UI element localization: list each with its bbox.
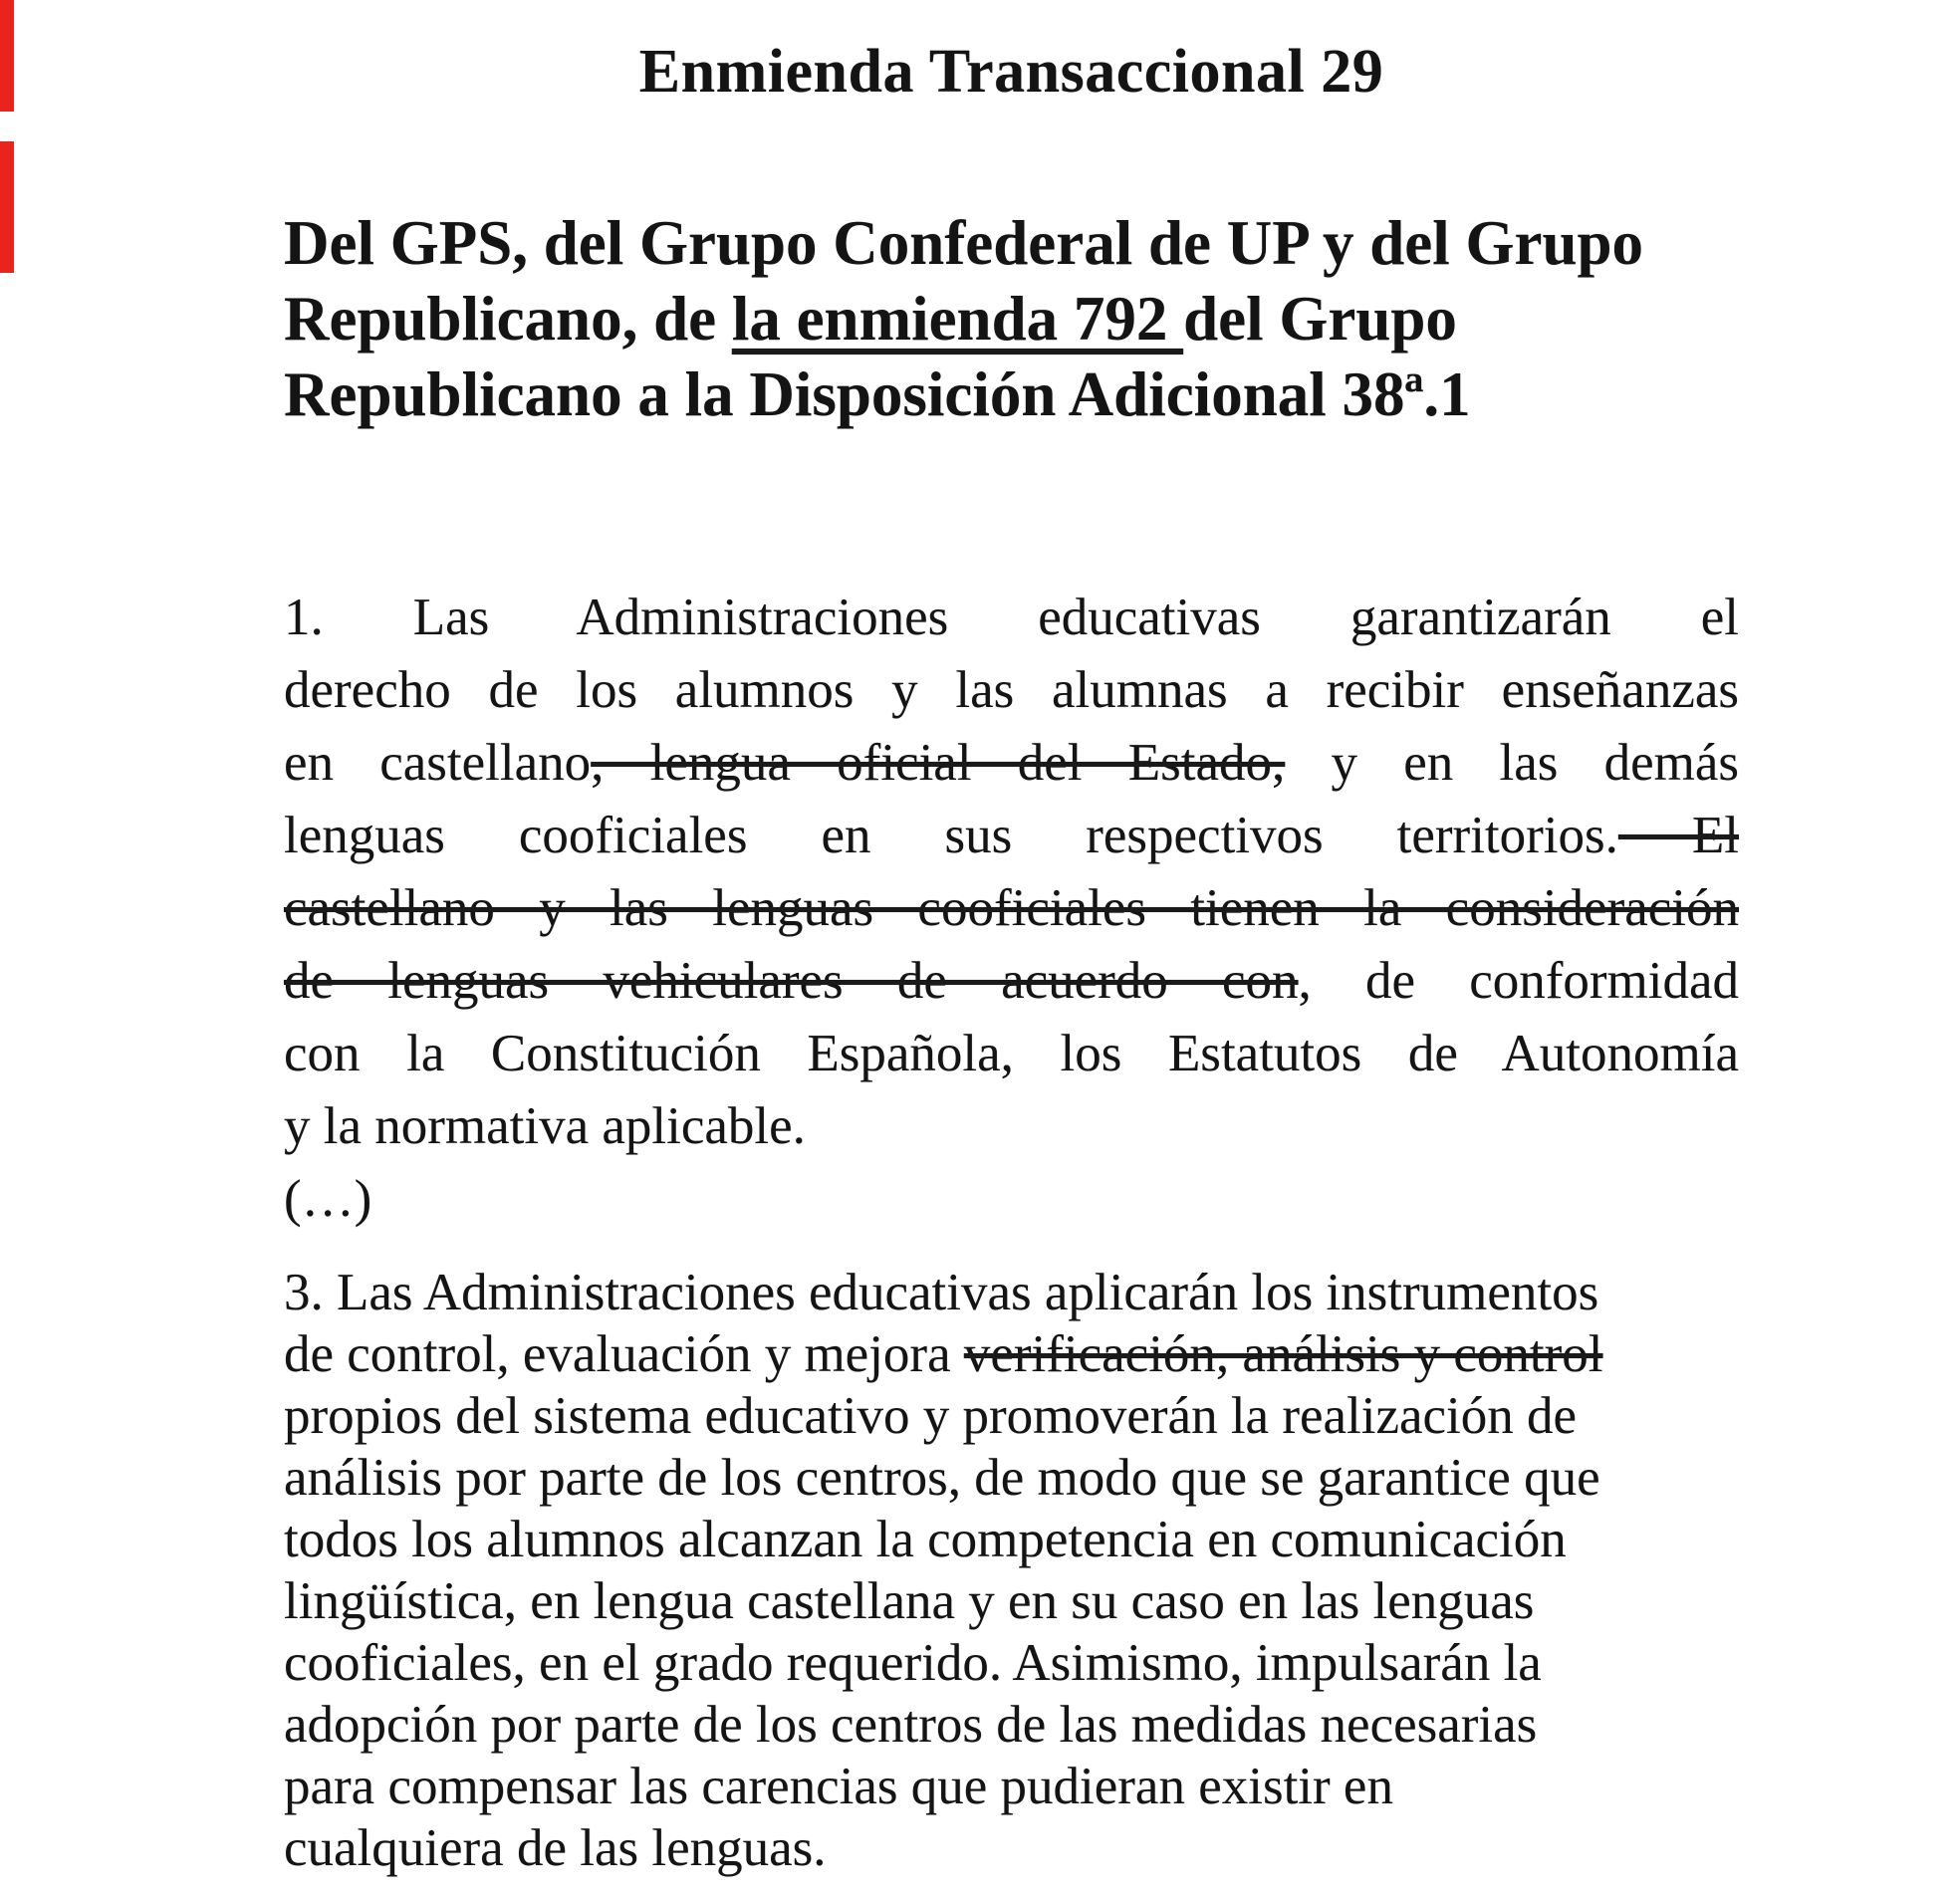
struck-text: verificación, análisis y control bbox=[963, 1325, 1603, 1383]
text-line bbox=[284, 1018, 1739, 1090]
paragraph-1 bbox=[284, 582, 1739, 1236]
text-line bbox=[284, 872, 1739, 945]
document-title: Enmienda Transaccional 29 bbox=[638, 38, 1384, 106]
text-line bbox=[284, 1090, 1739, 1163]
text-line bbox=[284, 727, 1739, 800]
text-segment: 3. Las Administraciones educativas aplicarán los instrumentos bbox=[284, 1264, 1599, 1321]
text-line bbox=[284, 356, 1739, 432]
underlined-text: la enmienda 792 bbox=[731, 284, 1184, 354]
text-line bbox=[284, 1756, 1739, 1817]
text-segment: 1. Las Administraciones educativas garantizarán el bbox=[284, 589, 1739, 646]
text-segment: lingüística, en lengua castellana y en su caso en las lenguas bbox=[284, 1572, 1535, 1630]
text-line bbox=[284, 654, 1739, 727]
text-line bbox=[284, 1163, 1739, 1236]
amendment-heading bbox=[284, 205, 1739, 432]
text-segment: para compensar las carencias que pudieran existir en bbox=[284, 1758, 1393, 1815]
text-line bbox=[284, 1509, 1739, 1570]
text-segment: Republicano, de bbox=[284, 284, 732, 354]
text-segment: de control, evaluación y mejora bbox=[284, 1325, 964, 1383]
text-line bbox=[284, 1632, 1739, 1694]
text-line bbox=[284, 1447, 1739, 1509]
text-segment: derecho de los alumnos y las alumnas a recibir enseñanzas bbox=[284, 661, 1739, 719]
text-line bbox=[284, 1817, 1739, 1879]
text-segment: Republicano a la Disposición Adicional 38ª.1 bbox=[284, 359, 1471, 429]
text-segment: lenguas cooficiales en sus respectivos territorios. bbox=[284, 807, 1618, 864]
text-segment: con la Constitución Española, los Estatutos de Autonomía bbox=[284, 1025, 1739, 1082]
text-line bbox=[284, 1694, 1739, 1756]
red-scan-mark-top bbox=[0, 0, 14, 112]
paragraph-3 bbox=[284, 1262, 1739, 1879]
text-line bbox=[284, 800, 1739, 872]
text-segment: cooficiales, en el grado requerido. Asimismo, impulsarán la bbox=[284, 1634, 1542, 1692]
text-segment: y la normativa aplicable. bbox=[284, 1097, 806, 1155]
text-segment: Del GPS, del Grupo Confederal de UP y del Grupo bbox=[284, 208, 1644, 278]
red-scan-mark-bottom bbox=[0, 141, 14, 273]
text-segment: en castellano bbox=[284, 734, 592, 792]
text-segment: del Grupo bbox=[1183, 284, 1457, 354]
text-segment: propios del sistema educativo y promoverán la realización de bbox=[284, 1387, 1578, 1445]
text-segment: todos los alumnos alcanzan la competencia en comunicación bbox=[284, 1511, 1567, 1568]
struck-text: castellano y las lenguas cooficiales tienen la consideración bbox=[284, 879, 1739, 937]
text-line bbox=[284, 1385, 1739, 1447]
text-line bbox=[284, 945, 1739, 1018]
text-segment: análisis por parte de los centros, de modo que se garantice que bbox=[284, 1449, 1600, 1507]
text-line bbox=[284, 281, 1739, 356]
text-segment: y en las demás bbox=[1285, 734, 1740, 792]
text-line bbox=[284, 1570, 1739, 1632]
struck-text: de lenguas vehiculares de acuerdo con bbox=[284, 952, 1299, 1010]
text-segment: cualquiera de las lenguas. bbox=[284, 1819, 827, 1877]
text-line bbox=[284, 1262, 1739, 1323]
struck-text: El bbox=[1617, 807, 1739, 864]
text-line bbox=[284, 1323, 1739, 1385]
struck-text: , lengua oficial del Estado, bbox=[591, 734, 1286, 792]
text-line bbox=[284, 582, 1739, 654]
text-segment: adopción por parte de los centros de las medidas necesarias bbox=[284, 1696, 1538, 1754]
text-segment: , de conformidad bbox=[1298, 952, 1740, 1010]
text-segment: (…) bbox=[284, 1170, 372, 1228]
text-line bbox=[284, 205, 1739, 281]
